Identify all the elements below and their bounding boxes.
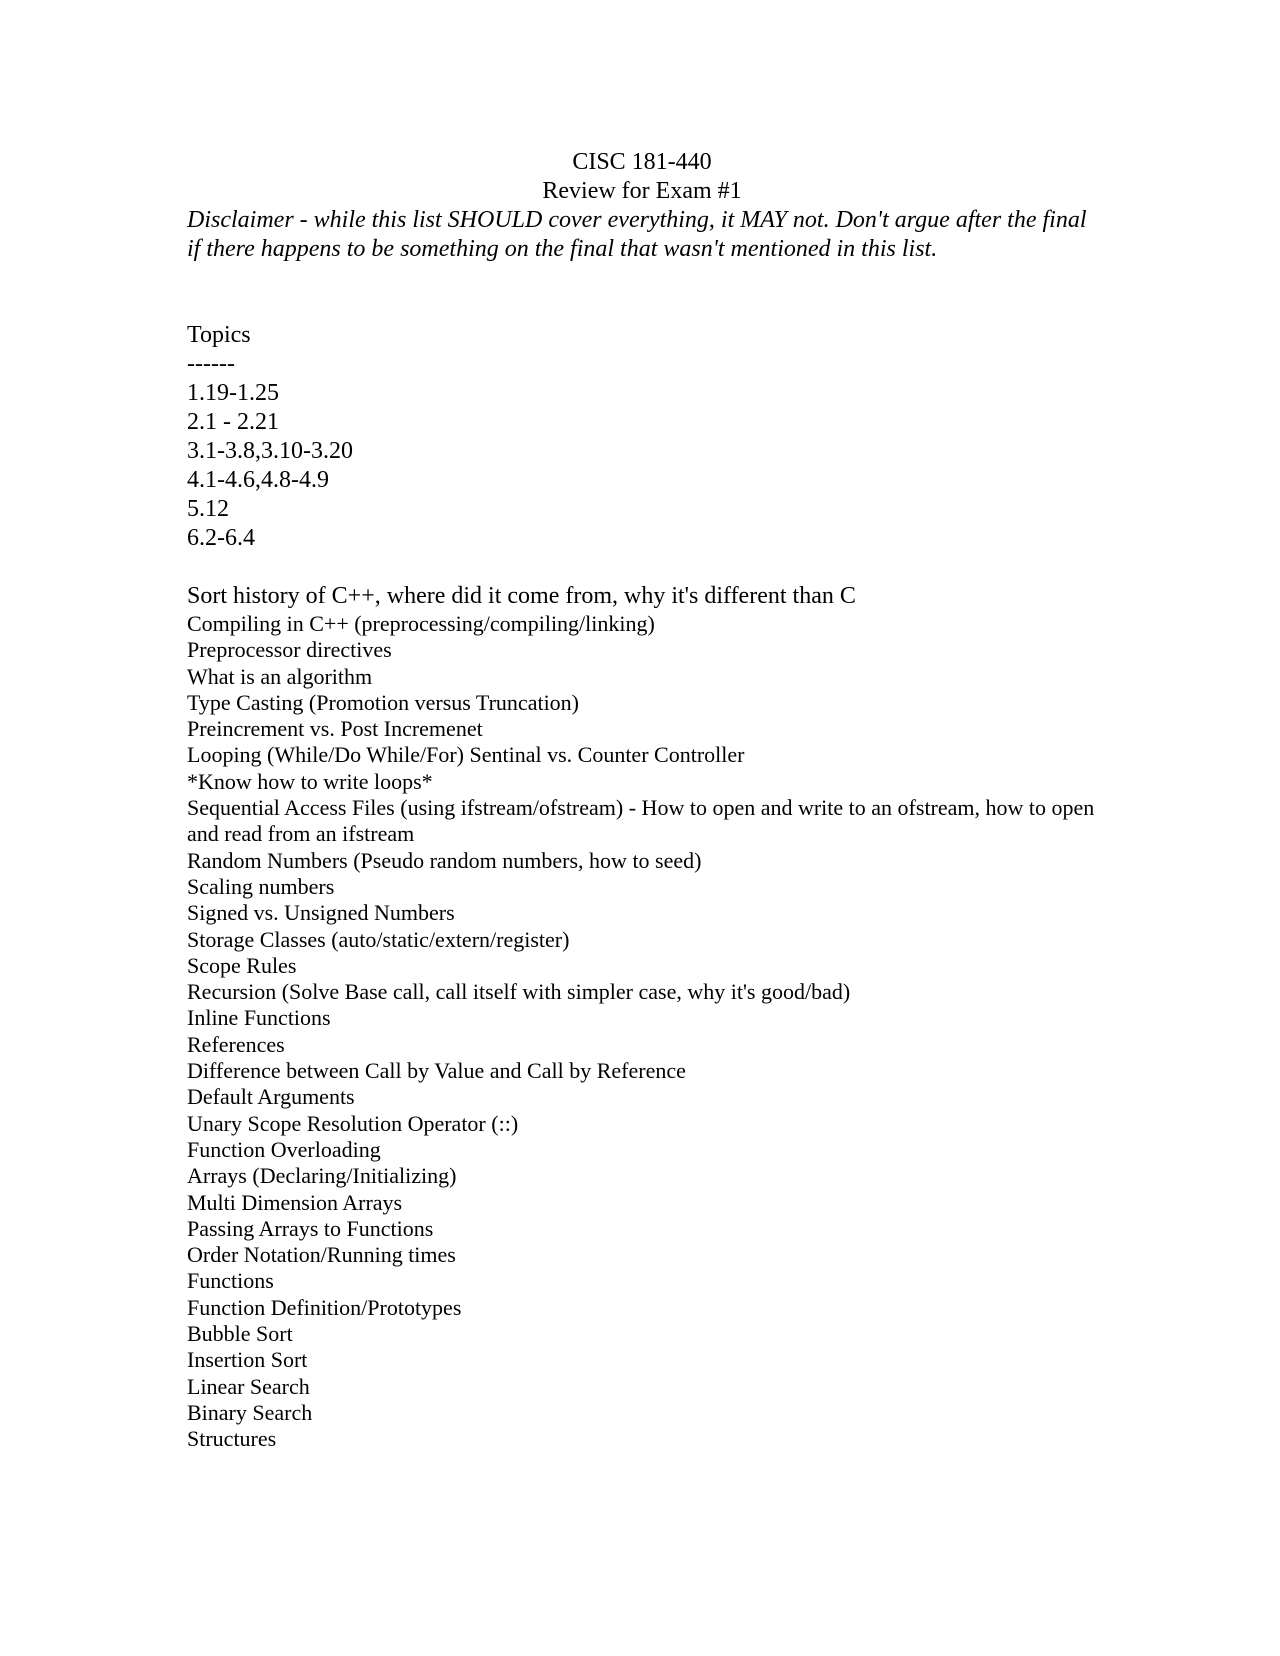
review-item: What is an algorithm [187, 663, 373, 689]
review-item: Recursion (Solve Base call, call itself with simpler case, why it's good/bad) [187, 979, 851, 1005]
review-item: Scope Rules [187, 952, 297, 978]
topic-section: 3.1-3.8,3.10-3.20 [187, 438, 353, 464]
review-item: Passing Arrays to Functions [187, 1215, 434, 1241]
history-line: Sort history of C++, where did it come from, why it's different than C [187, 583, 856, 609]
disclaimer-text: Disclaimer - while this list SHOULD cover everything, it MAY not. Don't argue after the final if there happens to be something on the final that wasn't mentioned in this list. [187, 207, 1087, 262]
review-item: Sequential Access Files (using ifstream/ofstream) - How to open and write to an ofstream, how to open and read from an ifstream [187, 795, 1095, 847]
review-item: Function Definition/Prototypes [187, 1294, 462, 1320]
review-item: Signed vs. Unsigned Numbers [187, 900, 455, 926]
review-item: Unary Scope Resolution Operator (::) [187, 1110, 519, 1136]
review-items-list [187, 611, 1097, 1453]
review-item: Preprocessor directives [187, 637, 392, 663]
review-item: Functions [187, 1268, 274, 1294]
review-item: Structures [187, 1426, 277, 1452]
topic-section: 2.1 - 2.21 [187, 409, 279, 435]
spacer [187, 264, 1097, 321]
document-content [187, 148, 1097, 1453]
review-item: Order Notation/Running times [187, 1242, 456, 1268]
topic-section: 6.2-6.4 [187, 525, 255, 551]
review-item: Default Arguments [187, 1084, 355, 1110]
exam-title: Review for Exam #1 [542, 178, 742, 204]
topic-section: 4.1-4.6,4.8-4.9 [187, 467, 329, 493]
review-item: References [187, 1031, 285, 1057]
topics-heading: Topics [187, 322, 251, 348]
review-item: Storage Classes (auto/static/extern/register) [187, 926, 570, 952]
review-item: Bubble Sort [187, 1321, 293, 1347]
review-item: Binary Search [187, 1399, 313, 1425]
review-item: Function Overloading [187, 1136, 381, 1162]
review-item: Random Numbers (Pseudo random numbers, how to seed) [187, 847, 702, 873]
review-item: Looping (While/Do While/For) Sentinal vs. Counter Controller [187, 742, 745, 768]
course-title: CISC 181-440 [572, 149, 712, 175]
review-item: Scaling numbers [187, 873, 335, 899]
topic-section: 1.19-1.25 [187, 380, 279, 406]
topics-sections-list [187, 379, 1097, 553]
spacer [187, 553, 1097, 582]
review-item: Arrays (Declaring/Initializing) [187, 1163, 457, 1189]
review-item: Linear Search [187, 1373, 310, 1399]
topic-section: 5.12 [187, 496, 229, 522]
review-item: Type Casting (Promotion versus Truncation) [187, 689, 580, 715]
review-item: *Know how to write loops* [187, 768, 433, 794]
review-item: Difference between Call by Value and Call by Reference [187, 1058, 686, 1084]
review-item: Insertion Sort [187, 1347, 308, 1373]
review-item: Compiling in C++ (preprocessing/compiling/linking) [187, 611, 655, 636]
review-item: Multi Dimension Arrays [187, 1189, 403, 1215]
review-item: Inline Functions [187, 1005, 331, 1031]
topics-rule: ------ [187, 351, 235, 377]
review-item: Preincrement vs. Post Incremenet [187, 716, 483, 742]
